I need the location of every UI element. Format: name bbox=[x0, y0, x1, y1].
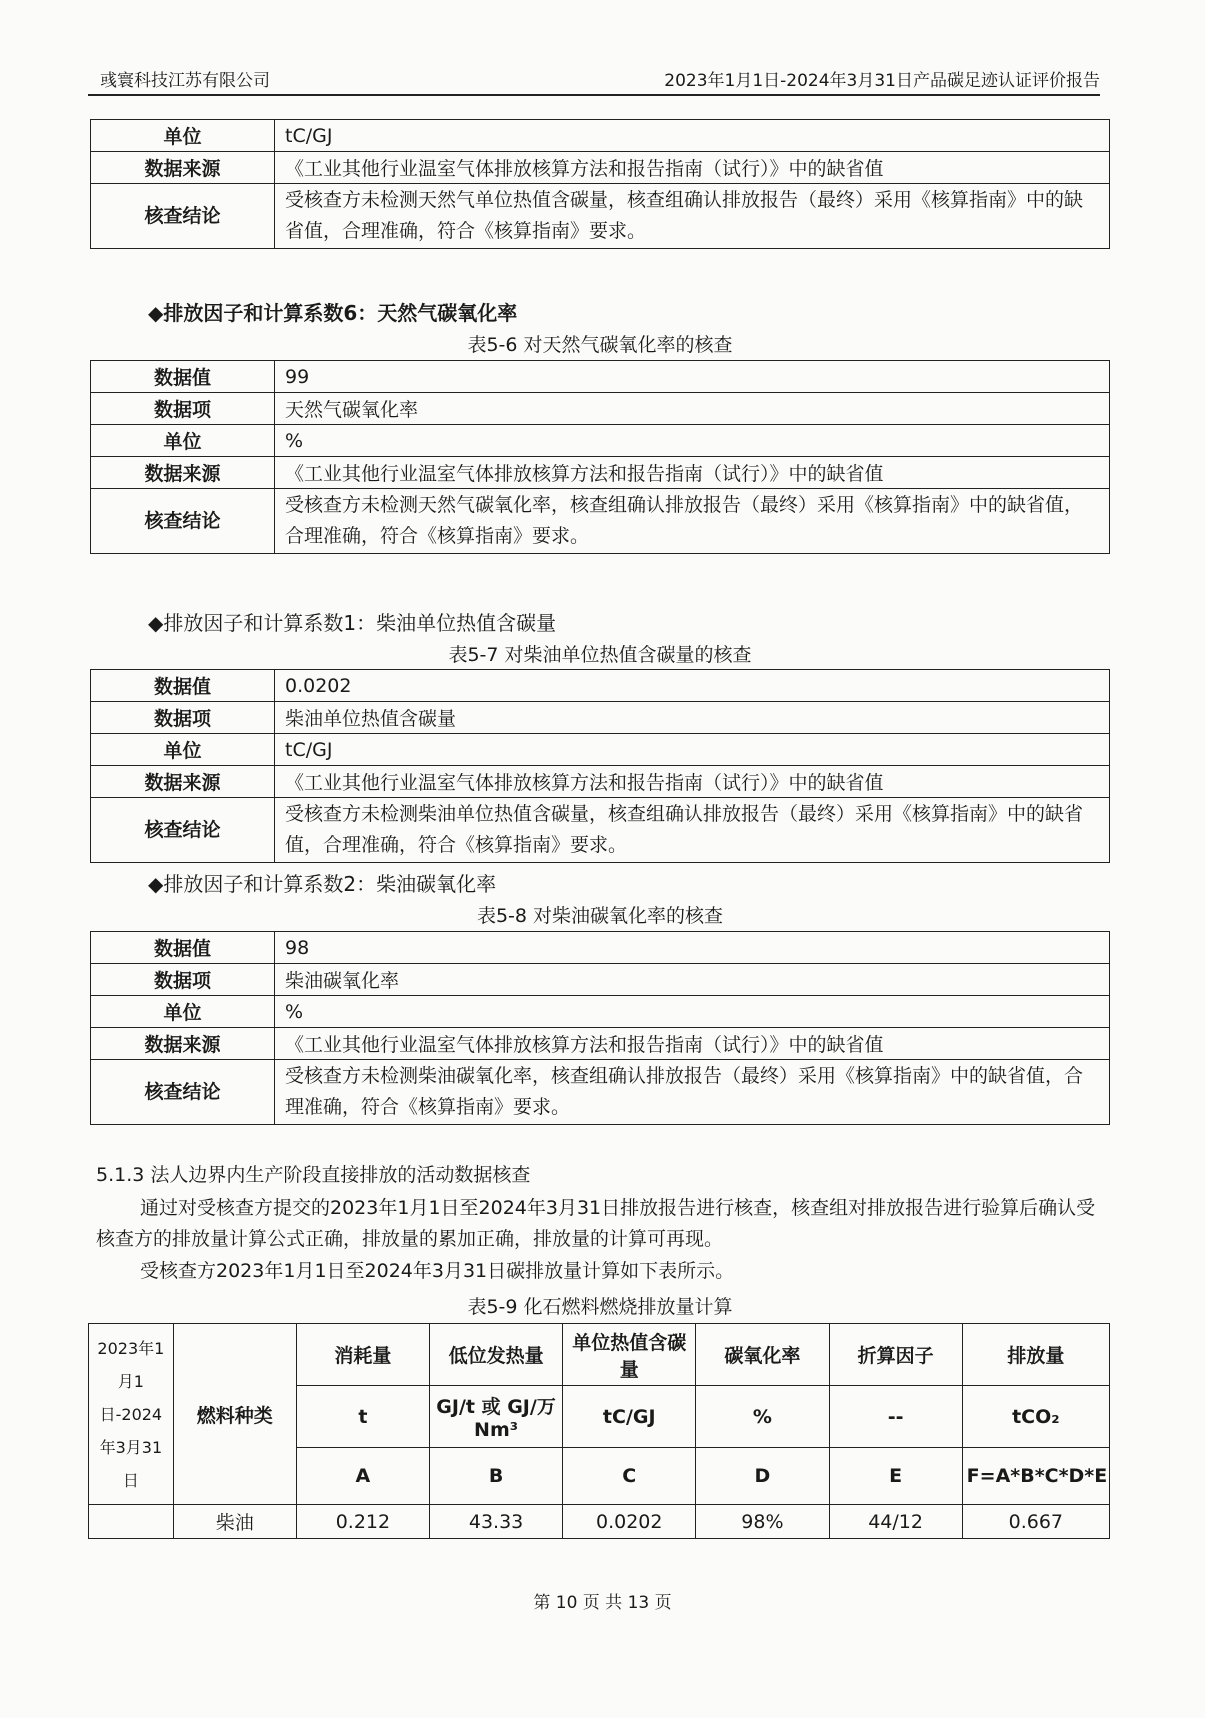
row-key: 数据来源 bbox=[91, 1028, 275, 1060]
symbol-cell: C bbox=[563, 1448, 696, 1505]
row-value: tC/GJ bbox=[275, 120, 1110, 152]
value-cell: 43.33 bbox=[429, 1505, 562, 1539]
row-key: 单位 bbox=[91, 425, 275, 457]
row-value: 柴油单位热值含碳量 bbox=[275, 702, 1110, 734]
value-cell: 44/12 bbox=[829, 1505, 962, 1539]
row-key: 核查结论 bbox=[91, 1060, 275, 1125]
top-table bbox=[90, 119, 1110, 249]
row-value: 98 bbox=[275, 932, 1110, 964]
table-5-9 bbox=[88, 1323, 1110, 1539]
page-header bbox=[88, 62, 1100, 96]
value-cell: 98% bbox=[696, 1505, 829, 1539]
column-header: 折算因子 bbox=[829, 1324, 962, 1386]
unit-cell: tCO₂ bbox=[962, 1386, 1109, 1448]
paragraph-text: 通过对受核查方提交的2023年1月1日至2024年3月31日排放报告进行核查，核查组对排放报告进行验算后确认受核查方的排放量计算公式正确，排放量的累加正确，排放量的计算可再现。 bbox=[96, 1197, 1096, 1250]
table-row bbox=[91, 152, 1110, 184]
paragraph-text: 受核查方2023年1月1日至2024年3月31日碳排放量计算如下表所示。 bbox=[140, 1260, 735, 1282]
row-key: 数据来源 bbox=[91, 766, 275, 798]
table-caption: 表5-8 对柴油碳氧化率的核查 bbox=[476, 905, 724, 927]
table-5-6 bbox=[90, 360, 1110, 554]
row-value: 受核查方未检测柴油单位热值含碳量，核查组确认排放报告（最终）采用《核算指南》中的缺省值，合理准确，符合《核算指南》要求。 bbox=[275, 798, 1110, 863]
data-row bbox=[89, 1505, 1110, 1539]
row-value: % bbox=[275, 996, 1110, 1028]
row-value: 0.0202 bbox=[275, 670, 1110, 702]
column-header: 排放量 bbox=[962, 1324, 1109, 1386]
row-value: % bbox=[275, 425, 1110, 457]
fuel-cell: 柴油 bbox=[173, 1505, 296, 1539]
row-value: 天然气碳氧化率 bbox=[275, 393, 1110, 425]
value-cell: 0.212 bbox=[296, 1505, 429, 1539]
column-header: 碳氧化率 bbox=[696, 1324, 829, 1386]
table-caption: 表5-9 化石燃料燃烧排放量计算 bbox=[467, 1296, 733, 1318]
table-5-8 bbox=[90, 931, 1110, 1125]
row-key: 数据来源 bbox=[91, 152, 275, 184]
paragraph bbox=[96, 1193, 1106, 1255]
paragraph bbox=[96, 1256, 1106, 1287]
table-row bbox=[91, 120, 1110, 152]
table-caption: 表5-6 对天然气碳氧化率的核查 bbox=[467, 334, 733, 356]
row-value: 《工业其他行业温室气体排放核算方法和报告指南（试行）》中的缺省值 bbox=[275, 766, 1110, 798]
row-value: 99 bbox=[275, 361, 1110, 393]
subsection-heading: 5.1.3 法人边界内生产阶段直接排放的活动数据核查 bbox=[96, 1164, 531, 1186]
section-heading: ◆排放因子和计算系数1：柴油单位热值含碳量 bbox=[148, 611, 557, 635]
table-row bbox=[91, 361, 1110, 393]
table-row bbox=[91, 932, 1110, 964]
unit-cell: tC/GJ bbox=[563, 1386, 696, 1448]
value-cell: 0.0202 bbox=[563, 1505, 696, 1539]
table-row bbox=[91, 425, 1110, 457]
row-key: 数据来源 bbox=[91, 457, 275, 489]
row-key: 单位 bbox=[91, 996, 275, 1028]
page-footer: 第 10 页 共 13 页 bbox=[533, 1593, 672, 1613]
table-row bbox=[91, 184, 1110, 249]
row-key: 核查结论 bbox=[91, 489, 275, 554]
column-header: 消耗量 bbox=[296, 1324, 429, 1386]
table-row bbox=[91, 996, 1110, 1028]
unit-cell: % bbox=[696, 1386, 829, 1448]
report-title: 2023年1月1日-2024年3月31日产品碳足迹认证评价报告 bbox=[664, 71, 1100, 91]
column-header: 单位热值含碳量 bbox=[563, 1324, 696, 1386]
fuel-type-header: 燃料种类 bbox=[173, 1324, 296, 1505]
table-5-7 bbox=[90, 669, 1110, 863]
row-value: 《工业其他行业温室气体排放核算方法和报告指南（试行）》中的缺省值 bbox=[275, 1028, 1110, 1060]
period-blank bbox=[89, 1505, 174, 1539]
row-key: 核查结论 bbox=[91, 798, 275, 863]
table-row bbox=[91, 670, 1110, 702]
row-key: 数据项 bbox=[91, 964, 275, 996]
table-row bbox=[91, 1060, 1110, 1125]
table-row bbox=[91, 964, 1110, 996]
section-heading: ◆排放因子和计算系数6：天然气碳氧化率 bbox=[148, 301, 518, 325]
row-value: 《工业其他行业温室气体排放核算方法和报告指南（试行）》中的缺省值 bbox=[275, 457, 1110, 489]
table-row bbox=[91, 393, 1110, 425]
row-key: 数据项 bbox=[91, 702, 275, 734]
section-heading: ◆排放因子和计算系数2：柴油碳氧化率 bbox=[148, 872, 497, 896]
symbol-cell: D bbox=[696, 1448, 829, 1505]
row-key: 单位 bbox=[91, 734, 275, 766]
table-row bbox=[91, 702, 1110, 734]
unit-cell: -- bbox=[829, 1386, 962, 1448]
symbol-cell: F=A*B*C*D*E bbox=[962, 1448, 1109, 1505]
table-row bbox=[91, 1028, 1110, 1060]
unit-cell: GJ/t 或 GJ/万 Nm³ bbox=[429, 1386, 562, 1448]
row-value: 《工业其他行业温室气体排放核算方法和报告指南（试行）》中的缺省值 bbox=[275, 152, 1110, 184]
table-row bbox=[91, 457, 1110, 489]
symbol-cell: A bbox=[296, 1448, 429, 1505]
row-value: 受核查方未检测柴油碳氧化率，核查组确认排放报告（最终）采用《核算指南》中的缺省值，合理准确，符合《核算指南》要求。 bbox=[275, 1060, 1110, 1125]
row-value: 柴油碳氧化率 bbox=[275, 964, 1110, 996]
row-key: 数据值 bbox=[91, 670, 275, 702]
table-row bbox=[91, 734, 1110, 766]
row-value: 受核查方未检测天然气碳氧化率，核查组确认排放报告（最终）采用《核算指南》中的缺省值，合理准确，符合《核算指南》要求。 bbox=[275, 489, 1110, 554]
row-key: 数据值 bbox=[91, 361, 275, 393]
row-value: tC/GJ bbox=[275, 734, 1110, 766]
period-cell: 2023年1月1日-2024年3月31日 bbox=[89, 1324, 174, 1505]
row-key: 数据值 bbox=[91, 932, 275, 964]
symbol-cell: E bbox=[829, 1448, 962, 1505]
table-caption: 表5-7 对柴油单位热值含碳量的核查 bbox=[448, 644, 752, 666]
company-name: 彧寰科技江苏有限公司 bbox=[100, 71, 270, 91]
row-key: 单位 bbox=[91, 120, 275, 152]
column-header: 低位发热量 bbox=[429, 1324, 562, 1386]
symbol-cell: B bbox=[429, 1448, 562, 1505]
table-row bbox=[91, 798, 1110, 863]
row-value: 受核查方未检测天然气单位热值含碳量，核查组确认排放报告（最终）采用《核算指南》中的缺省值，合理准确，符合《核算指南》要求。 bbox=[275, 184, 1110, 249]
row-key: 核查结论 bbox=[91, 184, 275, 249]
table-row bbox=[91, 766, 1110, 798]
row-key: 数据项 bbox=[91, 393, 275, 425]
table-row bbox=[91, 489, 1110, 554]
header-row bbox=[89, 1324, 1110, 1386]
unit-cell: t bbox=[296, 1386, 429, 1448]
value-cell: 0.667 bbox=[962, 1505, 1109, 1539]
